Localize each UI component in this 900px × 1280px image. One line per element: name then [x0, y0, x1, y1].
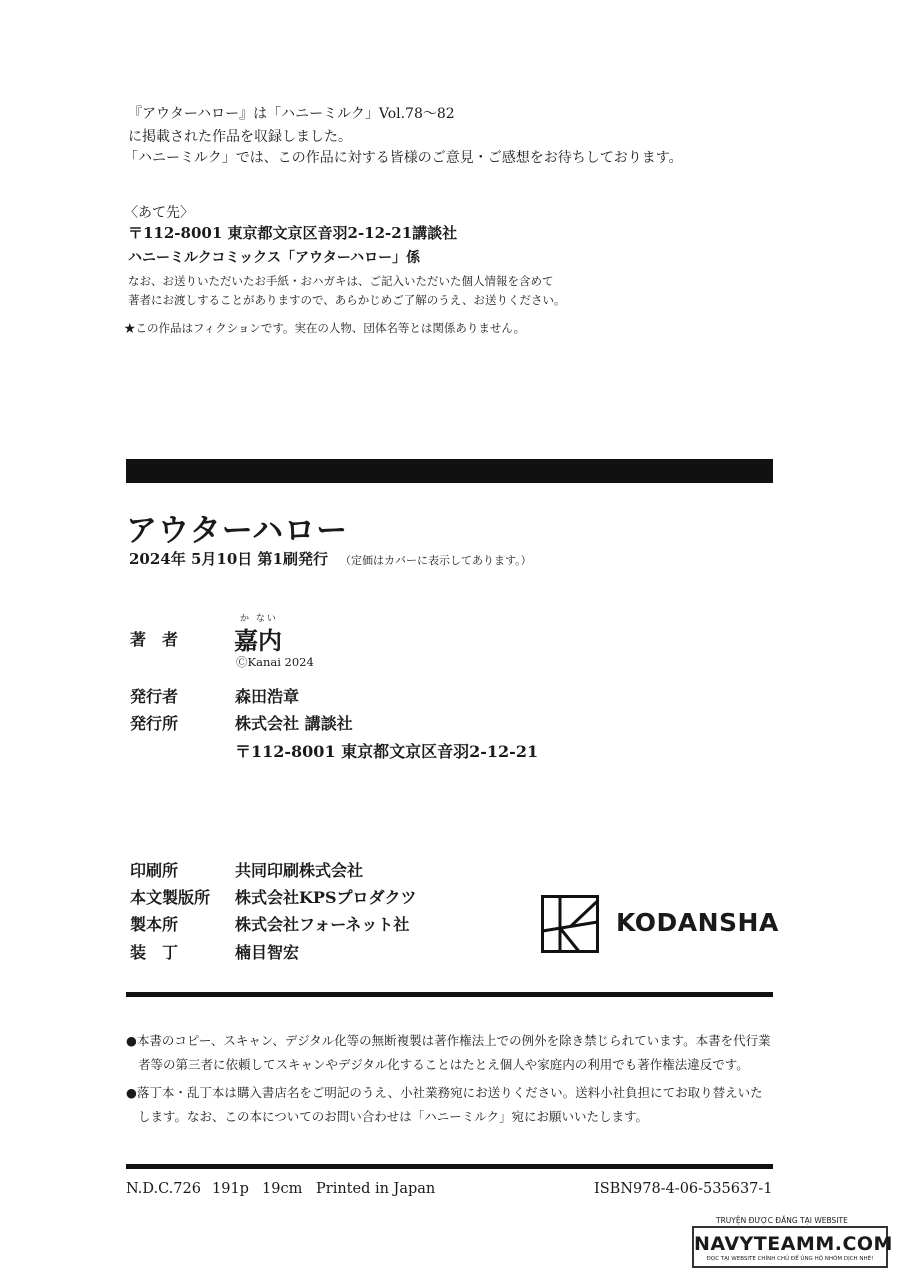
typeset-name: 株式会社KPSプロダクツ: [235, 888, 417, 907]
publication-date: 2024年 5月10日 第1刷発行: [129, 550, 328, 568]
printer-name: 共同印刷株式会社: [235, 861, 364, 880]
address-header: 〈あて先〉: [124, 205, 194, 221]
publisher-name: 森田浩章: [235, 687, 300, 706]
divider-1: [126, 992, 773, 997]
legal-line-4: します。なお、この本についてのお問い合わせは「ハニーミルク」宛にお願いいたします。: [138, 1109, 649, 1124]
house-name: 株式会社 講談社: [235, 714, 353, 733]
author-ruby: か ない: [240, 614, 278, 624]
watermark-main: NAVYTEAMM.COM: [694, 1233, 893, 1255]
page-count: 191p: [212, 1181, 249, 1197]
divider-2: [126, 1164, 773, 1169]
fiction-disclaimer: ★この作品はフィクションです。実在の人物、団体名等とは関係ありません。: [124, 321, 526, 335]
price-note: （定価はカバーに表示してあります。）: [340, 554, 532, 567]
legal-line-1: ●本書のコピー、スキャン、デジタル化等の無断複製は著作権法上での例外を除き禁じられています。本書を代行業: [126, 1033, 771, 1048]
publisher-label: 発行者: [130, 687, 179, 706]
ndc: N.D.C.726: [126, 1181, 201, 1197]
notice-line-3: 「ハニーミルク」では、この作品に対する皆様のご意見・ご感想をお待ちしております。: [124, 150, 683, 166]
address-note-1: なお、お送りいただいたお手紙・おハガキは、ご記入いただいた個人情報を含めて: [128, 274, 554, 288]
book-title: アウターハロー: [126, 513, 349, 549]
kodansha-logo-text: KODANSHA: [616, 908, 779, 937]
header-bar: [126, 459, 773, 483]
design-label: 装 丁: [130, 943, 179, 962]
house-label: 発行所: [130, 714, 179, 733]
notice-line-1: 『アウターハロー』は「ハニーミルク」Vol.78～82: [128, 106, 455, 122]
watermark-top: TRUYỆN ĐƯỢC ĐĂNG TẠI WEBSITE: [712, 1216, 852, 1225]
watermark-bottom: ĐỌC TẠI WEBSITE CHÍNH CHỦ ĐỂ ỦNG HỘ NHÓM DỊCH NHÉ!: [706, 1256, 874, 1262]
author-name: 嘉内: [234, 626, 282, 655]
design-name: 楠目智宏: [235, 943, 300, 962]
printed-in: Printed in Japan: [316, 1181, 436, 1197]
binder-label: 製本所: [130, 915, 179, 934]
house-address: 〒112-8001 東京都文京区音羽2-12-21: [235, 742, 539, 761]
author-label: 著 者: [130, 630, 179, 649]
watermark-box: [692, 1226, 893, 1268]
legal-line-2: 者等の第三者に依頼してスキャンやデジタル化することはたとえ個人や家庭内の利用でも著作権法違反です。: [138, 1057, 749, 1072]
isbn: ISBN978-4-06-535637-1: [594, 1181, 773, 1197]
printer-label: 印刷所: [130, 861, 179, 880]
typeset-label: 本文製版所: [130, 888, 211, 907]
address-postal: 〒112-8001 東京都文京区音羽2-12-21講談社: [128, 224, 458, 242]
binder-name: 株式会社フォーネット社: [235, 915, 410, 934]
kodansha-logo-icon: [541, 895, 599, 953]
notice-line-2: に掲載された作品を収録しました。: [128, 129, 352, 145]
address-note-2: 著者にお渡しすることがありますので、あらかじめご了解のうえ、お送りください。: [128, 293, 566, 307]
legal-line-3: ●落丁本・乱丁本は購入書店名をご明記のうえ、小社業務宛にお送りください。送料小社負担にてお取り替えいた: [126, 1085, 763, 1100]
copyright: ⒸKanai 2024: [236, 655, 314, 669]
address-dept: ハニーミルクコミックス「アウターハロー」係: [128, 250, 421, 266]
book-size: 19cm: [262, 1181, 303, 1197]
